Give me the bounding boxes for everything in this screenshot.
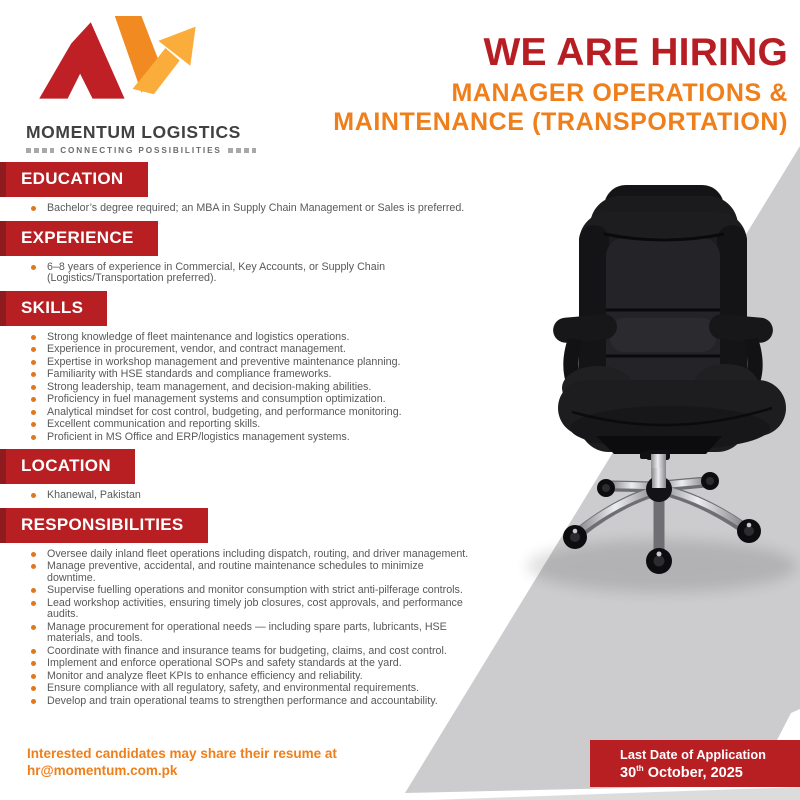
list-item: Monitor and analyze fleet KPIs to enhance efficiency and reliability. xyxy=(47,671,475,683)
tagline-bars-left-icon xyxy=(26,148,54,153)
list-item: Experience in procurement, vendor, and contract management. xyxy=(47,344,475,356)
list-item: Oversee daily inland fleet operations including dispatch, routing, and driver management. xyxy=(47,549,475,561)
list-item: Ensure compliance with all regulatory, safety, and environmental requirements. xyxy=(47,683,475,695)
section-banner-experience: EXPERIENCE xyxy=(0,221,158,256)
experience-list xyxy=(0,262,488,285)
section-banner-responsibilities: RESPONSIBILITIES xyxy=(0,508,208,543)
list-item: Supervise fuelling operations and monitor consumption with strict anti-pilferage controls. xyxy=(47,585,475,597)
list-item: Implement and enforce operational SOPs and safety standards at the yard. xyxy=(47,658,475,670)
section-banner-education: EDUCATION xyxy=(0,162,148,197)
application-deadline-box xyxy=(590,740,800,787)
headline-job-title-line2: MAINTENANCE (TRANSPORTATION) xyxy=(333,108,788,136)
list-item: 6–8 years of experience in Commercial, Key Accounts, or Supply Chain (Logistics/Transportation preferred). xyxy=(47,262,475,285)
list-item: Expertise in workshop management and preventive maintenance planning. xyxy=(47,357,475,369)
logo-tagline xyxy=(26,146,256,155)
logo-tagline-text: CONNECTING POSSIBILITIES xyxy=(60,146,222,155)
list-item: Manage preventive, accidental, and routine maintenance schedules to minimize downtime. xyxy=(47,561,475,584)
list-item: Coordinate with finance and insurance teams for budgeting, claims, and cost control. xyxy=(47,646,475,658)
logo xyxy=(26,16,256,155)
momentum-logo-icon xyxy=(32,16,210,120)
contact-info xyxy=(27,746,337,779)
deadline-label: Last Date of Application xyxy=(620,746,766,762)
section-skills xyxy=(0,291,488,444)
headline-job-title-line1: MANAGER OPERATIONS & xyxy=(451,79,788,107)
list-item: Strong knowledge of fleet maintenance and logistics operations. xyxy=(47,332,475,344)
tagline-bars-right-icon xyxy=(228,148,256,153)
list-item: Lead workshop activities, ensuring timely job closures, cost approvals, and performance audits. xyxy=(47,598,475,621)
headline-we-are-hiring: WE ARE HIRING xyxy=(483,31,788,74)
logo-name: MOMENTUM LOGISTICS xyxy=(26,122,241,142)
responsibilities-list xyxy=(0,549,488,708)
location-list xyxy=(0,490,488,502)
education-list xyxy=(0,203,488,215)
list-item: Excellent communication and reporting skills. xyxy=(47,419,475,431)
contact-email: hr@momentum.com.pk xyxy=(27,762,178,778)
list-item: Develop and train operational teams to strengthen performance and accountability. xyxy=(47,696,475,708)
section-banner-skills: SKILLS xyxy=(0,291,107,326)
job-details xyxy=(0,162,488,713)
deadline-date: 30th October, 2025 xyxy=(620,763,743,781)
section-responsibilities xyxy=(0,508,488,708)
section-experience xyxy=(0,221,488,285)
list-item: Proficient in MS Office and ERP/logistics management systems. xyxy=(47,432,475,444)
list-item: Analytical mindset for cost control, budgeting, and performance monitoring. xyxy=(47,407,475,419)
list-item: Familiarity with HSE standards and compliance frameworks. xyxy=(47,369,475,381)
skills-list xyxy=(0,332,488,444)
list-item: Manage procurement for operational needs — including spare parts, lubricants, HSE materials, and tools. xyxy=(47,622,475,645)
list-item: Proficiency in fuel management systems and consumption optimization. xyxy=(47,394,475,406)
list-item: Strong leadership, team management, and decision-making abilities. xyxy=(47,382,475,394)
section-education xyxy=(0,162,488,215)
section-location xyxy=(0,449,488,502)
list-item: Khanewal, Pakistan xyxy=(47,490,475,502)
list-item: Bachelor’s degree required; an MBA in Supply Chain Management or Sales is preferred. xyxy=(47,203,475,215)
contact-line: Interested candidates may share their resume at xyxy=(27,746,337,761)
headline xyxy=(333,33,788,135)
section-banner-location: LOCATION xyxy=(0,449,135,484)
